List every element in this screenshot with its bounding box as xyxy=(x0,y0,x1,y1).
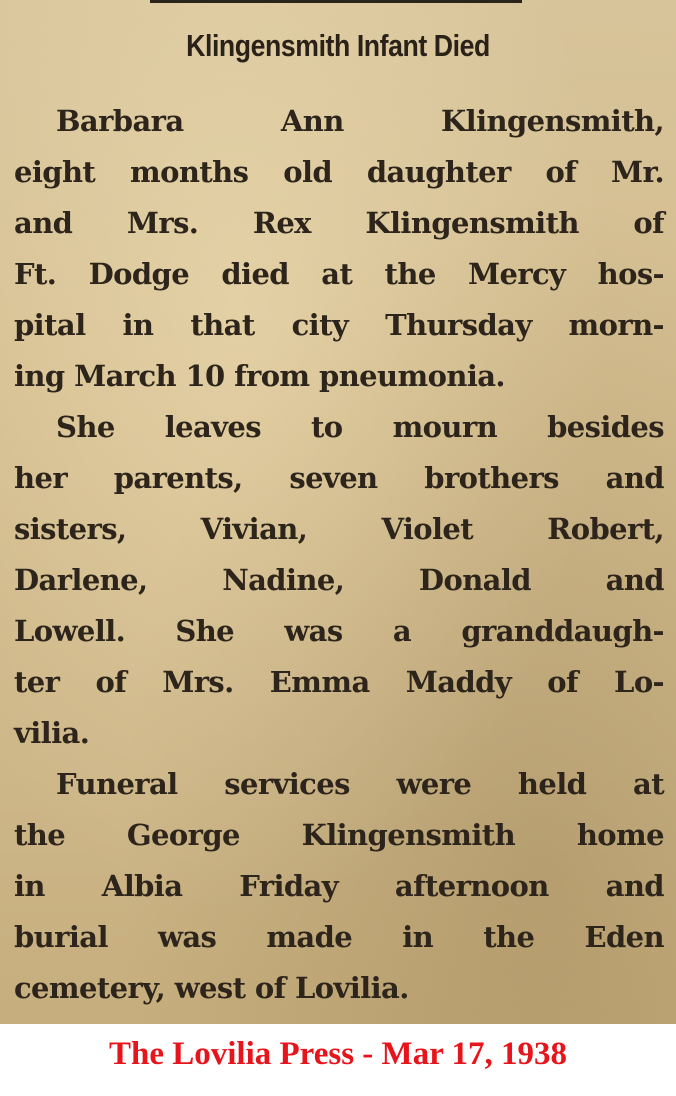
text-line: her parents, seven brothers and xyxy=(14,461,664,495)
article-body xyxy=(14,96,664,1014)
text-line: eight months old daughter of Mr. xyxy=(14,155,664,189)
text-line: burial was made in the Eden xyxy=(14,920,664,954)
text-line: Darlene, Nadine, Donald and xyxy=(14,563,664,597)
text-line: Barbara Ann Klingensmith, xyxy=(56,104,664,138)
text-line: Ft. Dodge died at the Mercy hos- xyxy=(14,257,664,291)
text-line: and Mrs. Rex Klingensmith of xyxy=(14,206,664,240)
source-caption: The Lovilia Press - Mar 17, 1938 xyxy=(108,1036,567,1072)
text-line: ing March 10 from pneumonia. xyxy=(14,359,505,393)
article-headline: Klingensmith Infant Died xyxy=(186,28,490,63)
text-line: Funeral services were held at xyxy=(56,767,664,801)
text-line: vilia. xyxy=(14,716,90,750)
text-line: Lowell. She was a granddaugh- xyxy=(14,614,664,648)
text-line: in Albia Friday afternoon and xyxy=(14,869,664,903)
paragraph-3 xyxy=(14,759,664,1014)
text-line: ter of Mrs. Emma Maddy of Lo- xyxy=(14,665,664,699)
paragraph-2 xyxy=(14,402,664,759)
paragraph-1 xyxy=(14,96,664,402)
text-line: sisters, Vivian, Violet Robert, xyxy=(14,512,664,546)
text-line: She leaves to mourn besides xyxy=(56,410,664,444)
top-rule xyxy=(150,0,522,3)
text-line: the George Klingensmith home xyxy=(14,818,664,852)
text-line: pital in that city Thursday morn- xyxy=(14,308,664,342)
text-line: cemetery, west of Lovilia. xyxy=(14,971,409,1005)
